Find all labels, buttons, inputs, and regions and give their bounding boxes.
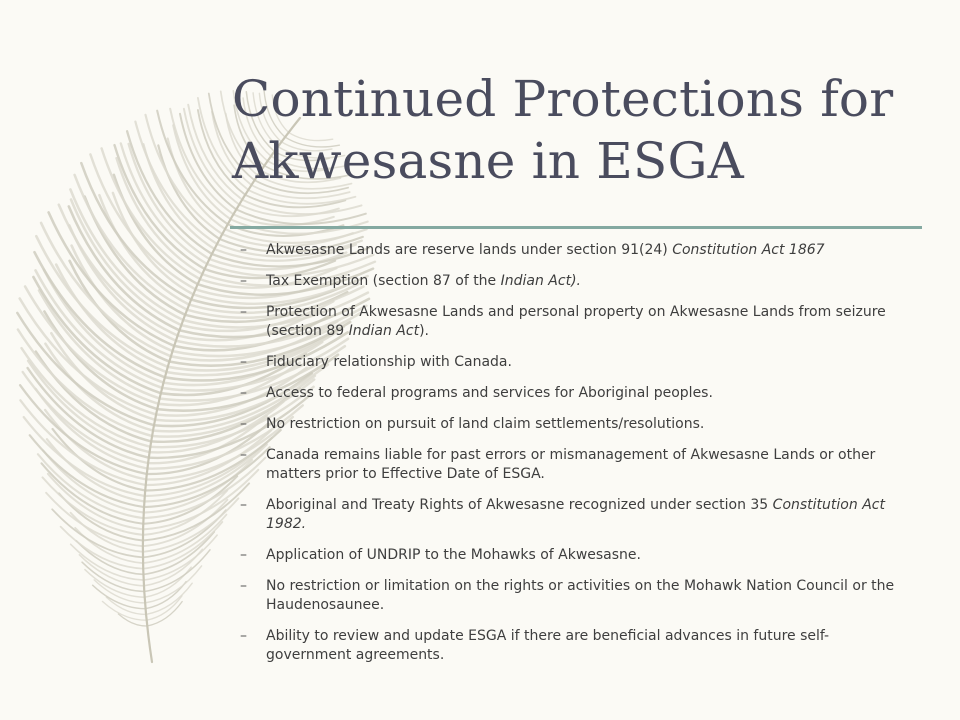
bullet-item xyxy=(240,241,905,260)
feather-barb xyxy=(117,158,203,274)
bullet-dash-icon: – xyxy=(240,416,247,432)
bullet-dash-icon: – xyxy=(240,578,247,594)
bullet-item xyxy=(240,384,905,403)
bullet-dash-icon: – xyxy=(240,354,247,370)
bullet-dash-icon: – xyxy=(240,628,247,644)
bullet-text: Akwesasne Lands are reserve lands under section 91(24) xyxy=(266,242,673,258)
bullet-item xyxy=(240,415,905,434)
bullet-text: Aboriginal and Treaty Rights of Akwesasne recognized under section 35 xyxy=(266,497,773,513)
bullet-text: No restriction on pursuit of land claim settlements/resolutions. xyxy=(266,416,705,432)
bullet-item xyxy=(240,353,905,372)
bullet-item xyxy=(240,272,905,291)
bullet-text-suffix: ). xyxy=(419,323,429,339)
bullet-dash-icon: – xyxy=(240,497,247,513)
bullet-text: Canada remains liable for past errors or mismanagement of Akwesasne Lands or other matters prior to Effective Date of ESGA. xyxy=(266,447,876,482)
bullet-italic-text: Indian Act). xyxy=(500,273,581,289)
bullet-list xyxy=(240,241,905,677)
bullet-dash-icon: – xyxy=(240,447,247,463)
bullet-text: Access to federal programs and services for Aboriginal peoples. xyxy=(266,385,713,401)
bullet-text: Ability to review and update ESGA if there are beneficial advances in future self-government agreements. xyxy=(266,628,830,663)
bullet-dash-icon: – xyxy=(240,273,247,289)
title-line-1: Continued Protections for xyxy=(232,70,894,128)
bullet-text: No restriction or limitation on the rights or activities on the Mohawk Nation Council or the Haudenosaunee. xyxy=(266,578,895,613)
title-divider xyxy=(230,226,922,229)
bullet-dash-icon: – xyxy=(240,547,247,563)
bullet-italic-text: Constitution Act 1982. xyxy=(266,497,885,532)
page-title xyxy=(232,68,932,192)
bullet-item xyxy=(240,446,905,484)
bullet-dash-icon: – xyxy=(240,304,247,320)
bullet-item xyxy=(240,577,905,615)
feather-barb xyxy=(147,602,182,627)
bullet-item xyxy=(240,303,905,341)
bullet-text: Tax Exemption (section 87 of the xyxy=(266,273,501,289)
bullet-text: Protection of Akwesasne Lands and personal property on Akwesasne Lands from seizure (section 89 xyxy=(266,304,886,339)
bullet-item xyxy=(240,546,905,565)
bullet-text: Application of UNDRIP to the Mohawks of Akwesasne. xyxy=(266,547,641,563)
bullet-item xyxy=(240,496,905,534)
bullet-dash-icon: – xyxy=(240,385,247,401)
bullet-italic-text: Constitution Act 1867 xyxy=(672,242,825,258)
title-line-2: Akwesasne in ESGA xyxy=(232,132,744,190)
bullet-text: Fiduciary relationship with Canada. xyxy=(266,354,512,370)
bullet-italic-text: Indian Act xyxy=(348,323,420,339)
bullet-item xyxy=(240,627,905,665)
bullet-dash-icon: – xyxy=(240,242,247,258)
feather-barb xyxy=(102,601,146,620)
